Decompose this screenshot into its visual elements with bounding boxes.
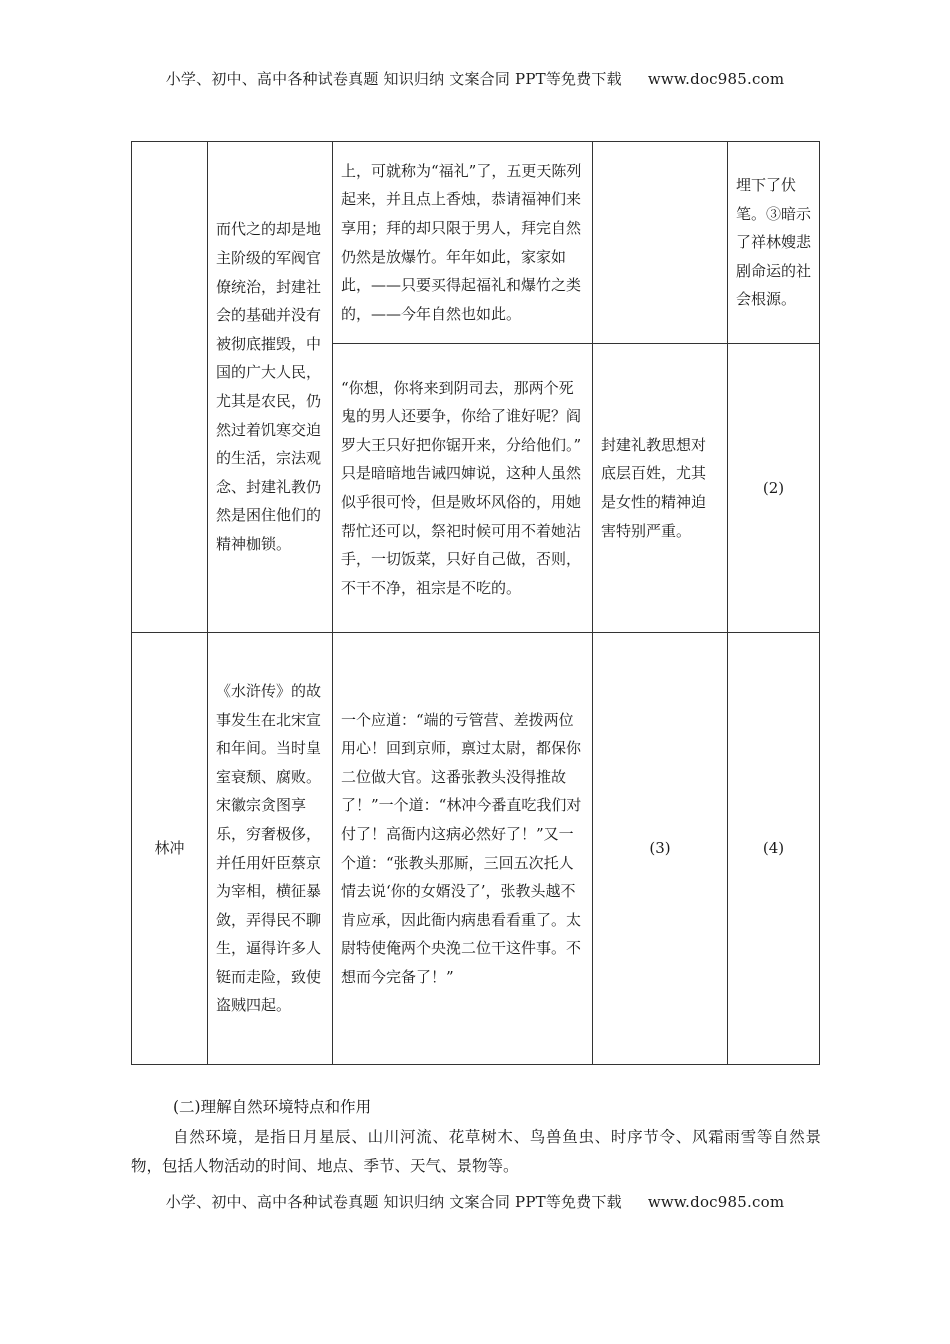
quote-text: “你想，你将来到阴司去，那两个死鬼的男人还要争，你给了谁好呢？阎罗大王只好把你锯开来，分给他们。” 只是暗暗地告诫四婶说，这种人虽然似乎很可怜，但是败坏风俗的，用她帮忙还可以，祭祀时候可用不着她沾手，一切饭菜，只好自己做，否则，不干不净，祖宗是不吃的。: [341, 378, 582, 597]
page-footer: [0, 1191, 950, 1212]
section-title: (二)理解自然环境特点和作用: [173, 1098, 372, 1116]
footer-url[interactable]: www.doc985.com: [647, 1193, 785, 1211]
quote-cell: 一个应道：“端的亏管营、差拨两位用心！回到京师，禀过太尉，都保你二位做大官。这番张教头没得推故了！”一个道：“林冲今番直吃我们对付了！高衙内这病必然好了！”又一个道：“张教头那厮，三回五次托人情去说‘你的女婿没了’，张教头越不肯应承，因此衙内病患看看重了。太尉特使俺两个央浼二位干这件事。不想而今完备了！”: [333, 633, 593, 1065]
footer-text: 小学、初中、高中各种试卷真题 知识归纳 文案合同 PPT等免费下载: [165, 1193, 622, 1211]
page-header: [0, 68, 950, 89]
feature-cell: (3): [593, 633, 728, 1065]
character-cell: 林冲: [132, 633, 208, 1065]
character-cell: [132, 142, 208, 633]
effect-cell: (2): [728, 344, 820, 633]
feature-cell: 封建礼教思想对底层百姓，尤其是女性的精神迫害特别严重。: [593, 344, 728, 633]
table-row: [132, 633, 820, 1065]
section-body: 自然环境，是指日月星辰、山川河流、花草树木、鸟兽鱼虫、时序节令、风霜雨雪等自然景物，包括人物活动的时间、地点、季节、天气、景物等。: [131, 1128, 821, 1175]
table-row: [132, 142, 820, 344]
feature-cell: [593, 142, 728, 344]
analysis-table: [131, 141, 820, 1065]
background-cell: 《水浒传》的故事发生在北宋宣和年间。当时皇室衰颓、腐败。宋徽宗贪图享乐，穷奢极侈，并任用奸臣蔡京为宰相，横征暴敛，弄得民不聊生，逼得许多人铤而走险，致使盗贼四起。: [208, 633, 333, 1065]
effect-cell: (4): [728, 633, 820, 1065]
quote-cell: [333, 344, 593, 633]
background-cell: 而代之的却是地主阶级的军阀官僚统治，封建社会的基础并没有被彻底摧毁，中国的广大人民，尤其是农民，仍然过着饥寒交迫的生活，宗法观念、封建礼教仍然是困住他们的精神枷锁。: [208, 142, 333, 633]
effect-cell: 埋下了伏笔。③暗示了祥林嫂悲剧命运的社会根源。: [728, 142, 820, 344]
header-url[interactable]: www.doc985.com: [647, 70, 785, 88]
quote-cell: 上，可就称为“福礼”了，五更天陈列起来，并且点上香烛，恭请福神们来享用；拜的却只限于男人，拜完自然仍然是放爆竹。年年如此，家家如此，——只要买得起福礼和爆竹之类的，——今年自然也如此。: [333, 142, 593, 344]
header-text: 小学、初中、高中各种试卷真题 知识归纳 文案合同 PPT等免费下载: [165, 70, 622, 88]
